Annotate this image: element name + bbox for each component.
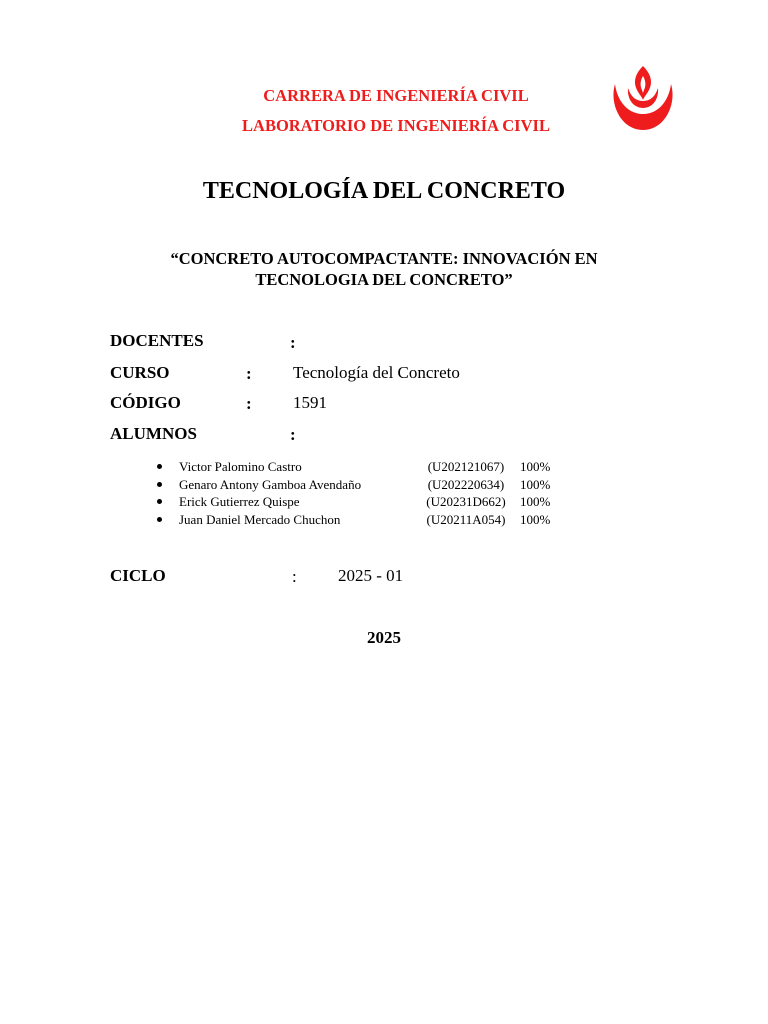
upc-logo [607,64,679,134]
curso-label: CURSO [110,363,170,382]
student-code: (U20231D662) [426,494,506,509]
student-row [150,494,610,512]
student-percent: 100% [520,512,551,527]
student-name: Juan Daniel Mercado Chuchon [179,512,341,527]
student-row [150,512,610,530]
alumnos-label: ALUMNOS [110,424,197,443]
alumnos-colon: : [290,425,296,444]
curso-colon: : [246,364,252,383]
student-name: Victor Palomino Castro [179,459,302,474]
document-year: 2025 [367,628,401,647]
career-heading: CARRERA DE INGENIERÍA CIVIL [263,86,529,105]
student-percent: 100% [520,477,551,492]
student-code: (U20211A054) [426,512,506,527]
ciclo-colon: : [292,567,297,586]
student-row [150,477,610,495]
student-percent: 100% [520,494,551,509]
bullet-icon [157,482,162,487]
student-percent: 100% [520,459,551,474]
codigo-value: 1591 [293,393,327,412]
student-code: (U202121067) [427,459,505,474]
student-code: (U202220634) [427,477,505,492]
ciclo-value: 2025 - 01 [338,566,404,585]
project-title-line2: TECNOLOGIA DEL CONCRETO” [255,270,513,289]
docentes-colon: : [290,333,296,352]
ciclo-label: CICLO [110,566,166,585]
curso-value: Tecnología del Concreto [293,363,460,382]
codigo-colon: : [246,394,252,413]
bullet-icon [157,517,162,522]
lab-heading: LABORATORIO DE INGENIERÍA CIVIL [242,116,550,135]
bullet-icon [157,464,162,469]
docentes-label: DOCENTES [110,331,204,350]
course-title: TECNOLOGÍA DEL CONCRETO [202,178,566,204]
bullet-icon [157,499,162,504]
project-title-line1: “CONCRETO AUTOCOMPACTANTE: INNOVACIÓN EN [170,249,598,268]
student-name: Erick Gutierrez Quispe [179,494,300,509]
codigo-label: CÓDIGO [110,393,181,412]
student-name: Genaro Antony Gamboa Avendaño [179,477,362,492]
student-row [150,459,610,477]
